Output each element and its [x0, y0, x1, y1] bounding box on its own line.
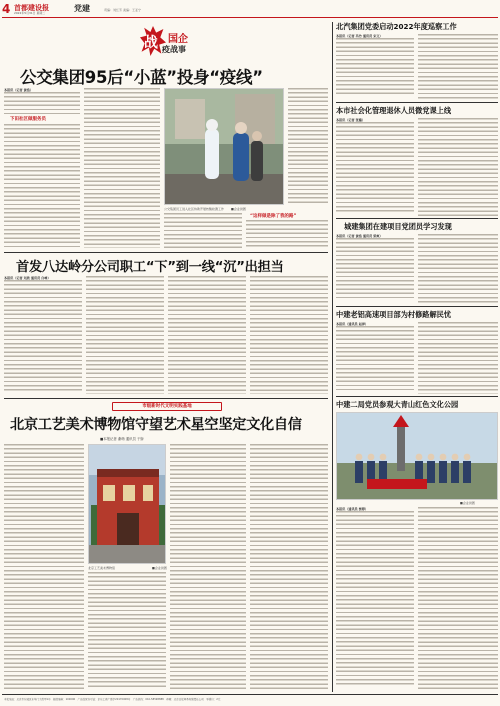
section-banner	[140, 24, 195, 60]
section-name: 党建	[74, 4, 90, 13]
center-col-4	[250, 276, 328, 394]
museum-col-4	[250, 444, 328, 689]
r3-text-a	[336, 238, 414, 300]
center-col-1	[4, 276, 82, 394]
bus-col-1	[4, 88, 80, 248]
r4-headline: 中建老铝高速项目部为村修路解民忧	[336, 310, 452, 319]
r5-headline: 中建二局党员参观大青山红色文化公园	[336, 400, 459, 409]
banner-line1: 国企	[168, 34, 188, 45]
bus-col-3-lower	[164, 213, 242, 248]
bus-photo-caption	[164, 207, 324, 211]
bus-caption-text: 公交集团员工进入社区协助开展核酸检测工作	[164, 207, 225, 211]
masthead-rule	[2, 17, 498, 18]
r-divider-1	[336, 102, 498, 103]
r-divider-4	[336, 396, 498, 397]
kicker-text: 市级新时代文明实践基地	[142, 404, 192, 409]
bus-photo	[164, 88, 284, 205]
museum-col-1	[4, 444, 84, 689]
banner-char: 战	[144, 35, 158, 51]
column-separator	[332, 22, 333, 692]
r3-col-a	[336, 234, 414, 304]
page-number: 4	[2, 2, 11, 16]
headline-bus: 公交集团95后“小蓝”投身“疫线”	[20, 68, 263, 87]
r1-byline: 本报讯（记者 冯竹 通讯员 宋文）	[336, 34, 383, 38]
masthead	[2, 0, 498, 16]
divider-1	[4, 252, 328, 253]
r1-headline: 北汽集团党委启动2022年度巡察工作	[336, 22, 457, 31]
bus-col-2	[84, 88, 160, 248]
r4-byline: 本报讯（通讯员 赵萍）	[336, 322, 369, 326]
headline-center: 首发八达岭分公司职工“下”到一线“沉”出担当	[16, 260, 284, 275]
paper-name: 首都建设报	[14, 4, 49, 12]
r3-headline: 城建集团在建项目党团员学习发现	[344, 222, 452, 231]
museum-col-3	[170, 444, 246, 689]
museum-caption-text: 北京工艺美术博物馆	[88, 566, 116, 570]
headline-museum: 北京工艺美术博物馆守望艺术星空坚定文化自信	[10, 417, 302, 433]
r1-text-a	[336, 38, 414, 96]
r5-photo	[336, 412, 498, 500]
bus-text-2	[4, 124, 80, 249]
r5-col-a	[336, 507, 414, 689]
center-text-1	[4, 280, 82, 392]
r3-byline: 本报讯（记者 黄浩 通讯员 梁爽）	[336, 234, 383, 238]
footer-text: 本报地址：北京市东城区东华门大街甲1号 邮政编码：100006 广告经营许可证：京东工商广登字20170008号 广告热线：010-58598888 印刷：北京日报印务有限责任公司 零售价：2元	[4, 698, 221, 701]
editor-credit: 责编：刘红芳 美编：王亚宁	[104, 8, 141, 12]
bus-subhead: 下田社区做服务员	[10, 117, 46, 123]
r5-text-a	[336, 511, 414, 685]
center-col-3	[168, 276, 246, 394]
bus-caption-credit: ■企业供图	[230, 207, 246, 211]
bus-subhead-2: “这样做是除了我的路”	[250, 214, 297, 219]
center-col-2	[86, 276, 164, 394]
footer-rule	[2, 694, 498, 695]
bus-col-4-upper	[288, 88, 328, 205]
bus-photo-image	[165, 89, 284, 205]
bus-byline: 本报讯（记者 黄浩）	[4, 88, 33, 92]
r2-text-a	[336, 122, 414, 212]
center-byline: 本报讯（记者 刘欣 通讯员 白峥）	[4, 276, 51, 280]
kicker-box	[112, 402, 222, 411]
divider-2	[4, 398, 328, 399]
r5-caption-credit: ■企业供图	[460, 501, 475, 505]
r5-photo-image	[337, 413, 498, 500]
banner-line2: 疫战事	[162, 45, 186, 54]
r1-col-a	[336, 34, 414, 100]
r4-col-b	[418, 322, 498, 394]
issue-date: 2022年5月31日 星期二	[14, 11, 46, 15]
bus-col-4-lower	[246, 213, 328, 248]
bus-text-4	[246, 220, 328, 248]
museum-col-2-lower	[88, 572, 166, 689]
museum-photo	[88, 444, 166, 564]
r5-col-b	[418, 507, 498, 689]
r2-byline: 本报讯（记者 张璐）	[336, 118, 365, 122]
r-divider-2	[336, 218, 498, 219]
r4-col-a	[336, 322, 414, 394]
r3-col-b	[418, 234, 498, 304]
r2-col-a	[336, 118, 414, 216]
museum-photo-image	[89, 445, 166, 564]
r1-col-b	[418, 34, 498, 100]
r2-headline: 本市社会化管理退休人员微党课上线	[336, 106, 452, 115]
bus-text-1	[4, 92, 80, 114]
museum-byline: ■本报记者 谢萌 通讯员 于娇	[100, 437, 144, 441]
r-divider-3	[336, 306, 498, 307]
museum-caption-credit: ■企业供图	[151, 566, 167, 570]
r5-byline: 本报讯（通讯员 蔡婷）	[336, 507, 369, 511]
r4-text-a	[336, 326, 414, 390]
r2-col-b	[418, 118, 498, 216]
